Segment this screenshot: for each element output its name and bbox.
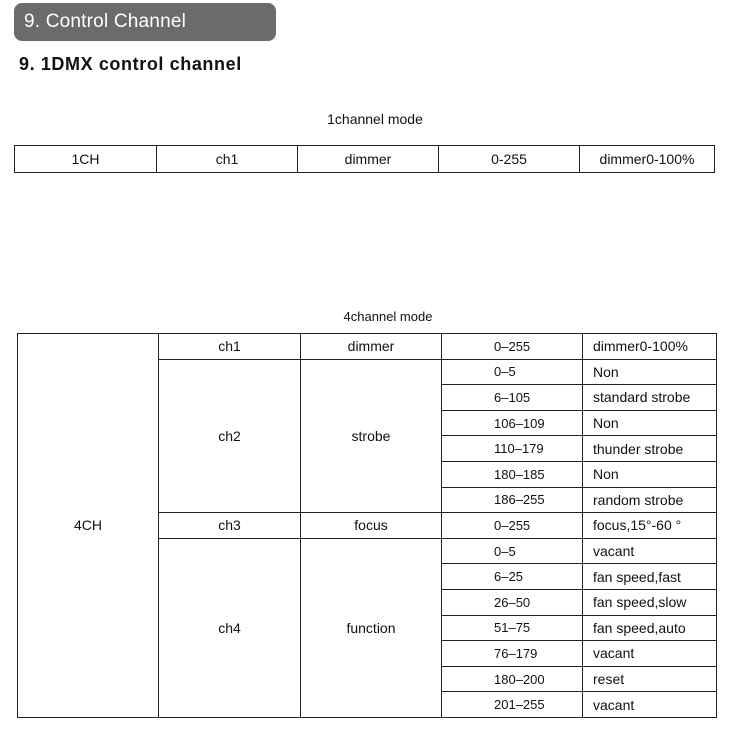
range-cell: 6–105 [442, 385, 583, 411]
section-header: 9. Control Channel [14, 3, 276, 41]
description-cell: thunder strobe [583, 436, 717, 462]
range-cell: 201–255 [442, 692, 583, 718]
mode1-table [14, 145, 715, 173]
description-cell: fan speed,auto [583, 615, 717, 641]
range-cell: 0–255 [442, 513, 583, 539]
mode1-mode-cell: 1CH [15, 146, 157, 173]
mode1-caption: 1channel mode [327, 111, 423, 127]
description-cell: Non [583, 461, 717, 487]
description-cell: random strobe [583, 487, 717, 513]
function-cell: dimmer [301, 334, 442, 360]
function-cell: focus [301, 513, 442, 539]
description-cell: Non [583, 359, 717, 385]
table-row [15, 146, 715, 173]
range-cell: 0–5 [442, 538, 583, 564]
description-cell: fan speed,fast [583, 564, 717, 590]
description-cell: fan speed,slow [583, 589, 717, 615]
description-cell: standard strobe [583, 385, 717, 411]
range-cell: 0–255 [442, 334, 583, 360]
channel-cell: ch1 [159, 334, 301, 360]
mode1-channel-cell: ch1 [157, 146, 298, 173]
description-cell: vacant [583, 538, 717, 564]
function-cell: function [301, 538, 442, 717]
mode1-desc-cell: dimmer0-100% [580, 146, 715, 173]
range-cell: 6–25 [442, 564, 583, 590]
range-cell: 180–200 [442, 666, 583, 692]
mode4-caption: 4channel mode [343, 309, 433, 324]
range-cell: 110–179 [442, 436, 583, 462]
description-cell: vacant [583, 692, 717, 718]
description-cell: dimmer0-100% [583, 334, 717, 360]
sub-heading: 9. 1DMX control channel [19, 54, 242, 74]
range-cell: 0–5 [442, 359, 583, 385]
description-cell: reset [583, 666, 717, 692]
range-cell: 180–185 [442, 461, 583, 487]
mode4-table [17, 333, 717, 718]
range-cell: 186–255 [442, 487, 583, 513]
mode1-range-cell: 0-255 [439, 146, 580, 173]
channel-cell: ch4 [159, 538, 301, 717]
channel-cell: ch2 [159, 359, 301, 513]
range-cell: 76–179 [442, 641, 583, 667]
channel-cell: ch3 [159, 513, 301, 539]
description-cell: Non [583, 410, 717, 436]
mode4-mode-cell: 4CH [18, 334, 159, 718]
table-row [18, 334, 717, 360]
range-cell: 51–75 [442, 615, 583, 641]
description-cell: focus,15°-60 ° [583, 513, 717, 539]
mode1-function-cell: dimmer [298, 146, 439, 173]
function-cell: strobe [301, 359, 442, 513]
range-cell: 26–50 [442, 589, 583, 615]
description-cell: vacant [583, 641, 717, 667]
range-cell: 106–109 [442, 410, 583, 436]
